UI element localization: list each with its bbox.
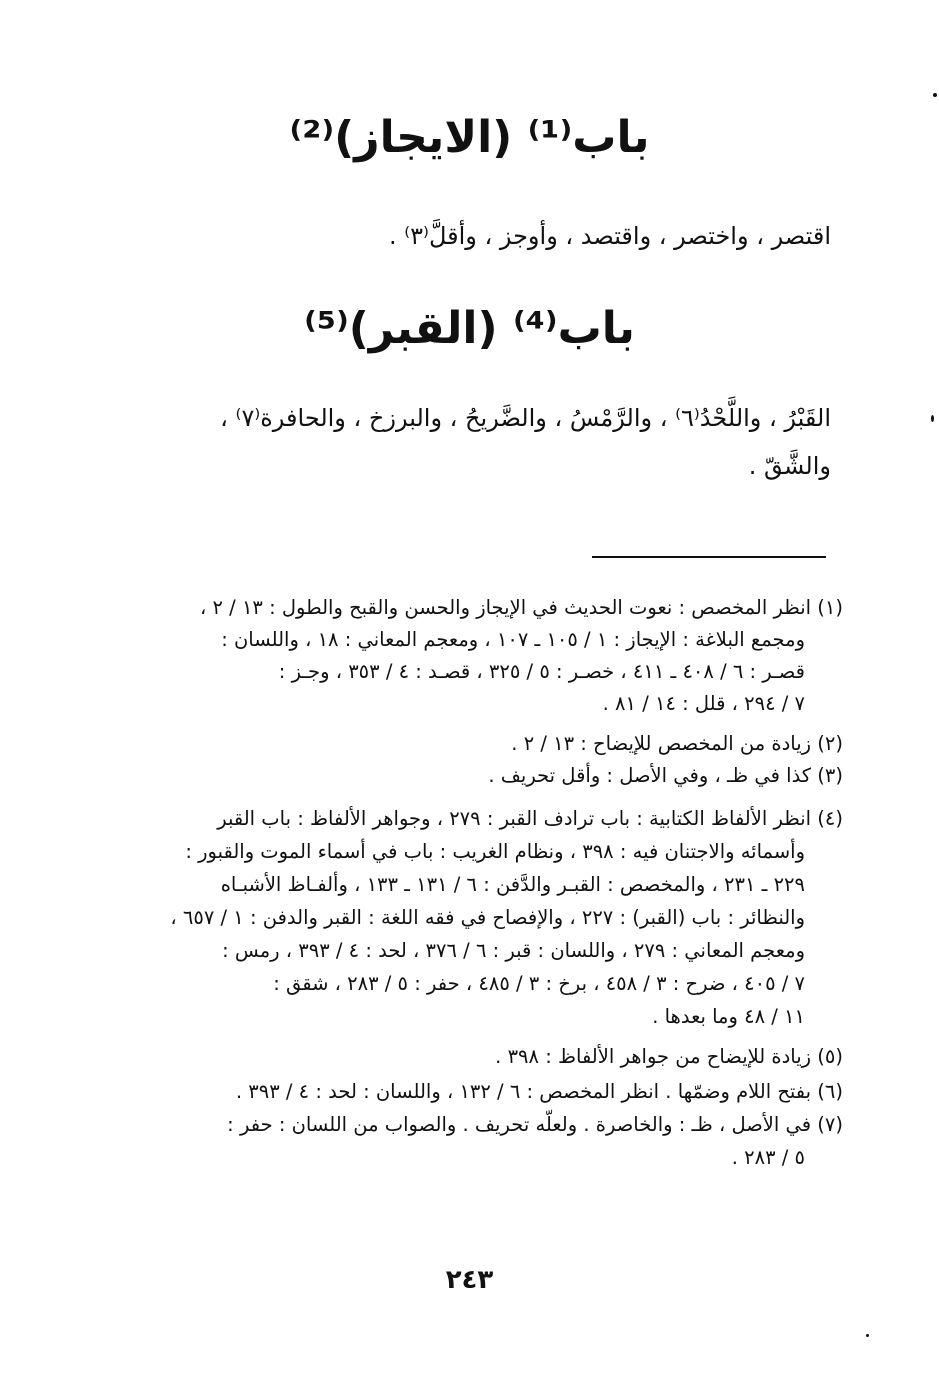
footnote-4-line-6: ٧ / ٤٠٥ ، ضرح : ٣ / ٤٥٨ ، برخ : ٣ / ٤٨٥ ، حفر : ٥ / ٢٨٣ ، شقق : — [273, 972, 805, 995]
footnote-2: (٢) زيادة من المخصص للإيضاح : ١٣ / ٢ . — [511, 732, 843, 755]
scan-speck — [933, 93, 937, 97]
page-number: ٢٤٣ — [445, 1265, 494, 1295]
footnote-4-line-5: ومعجم المعاني : ٢٧٩ ، واللسان : قبر : ٦ / ٣٧٦ ، لحد : ٤ / ٣٩٣ ، رمس : — [222, 939, 805, 962]
section-heading-ijaz: باب⁽¹⁾ (الايجاز)⁽²⁾ — [289, 112, 650, 163]
body-line-ijaz: اقتصر ، واختصر ، واقتصد ، وأوجز ، وأقلَّ⁽٣⁾ . — [389, 222, 831, 250]
footnote-7-line-1: (٧) في الأصل ، ظـ : والخاصرة . ولعلّه تحريف . والصواب من اللسان : حفر : — [227, 1113, 843, 1136]
footnote-5: (٥) زيادة للإيضاح من جواهر الألفاظ : ٣٩٨ . — [495, 1045, 843, 1068]
footnote-separator — [592, 556, 826, 558]
footnote-4-line-4: والنظائر : باب (القبر) : ٢٢٧ ، والإفصاح في فقه اللغة : القبر والدفن : ١ / ٦٥٧ ، — [170, 906, 805, 929]
footnote-1-line-3: قصـر : ٦ / ٤٠٨ ـ ٤١١ ، خصـر : ٥ / ٣٢٥ ، قصـد : ٤ / ٣٥٣ ، وجـز : — [278, 660, 805, 683]
scan-speck — [931, 415, 934, 422]
footnote-7-line-2: ٥ / ٢٨٣ . — [731, 1146, 805, 1169]
footnote-1-line-1: (١) انظر المخصص : نعوت الحديث في الإيجاز والحسن والقبح والطول : ١٣ / ٢ ، — [200, 596, 843, 619]
body-line-qabr-1: القَبْرُ ، واللَّحْدُ⁽٦⁾ ، والرَّمْسُ ، والضَّريحُ ، والبرزخ ، والحافرة⁽٧⁾ ، — [220, 404, 831, 432]
footnote-4-line-3: ٢٢٩ ـ ٢٣١ ، والمخصص : القبـر والدَّفن : ٦ / ١٣١ ـ ١٣٣ ، وألفـاظ الأشبـاه — [220, 873, 805, 896]
scan-speck — [866, 1334, 869, 1337]
footnote-3: (٣) كذا في ظـ ، وفي الأصل : وأقل تحريف . — [488, 764, 843, 787]
footnote-4-line-7: ١١ / ٤٨ وما بعدها . — [652, 1005, 805, 1028]
footnote-1-line-4: ٧ / ٢٩٤ ، قلل : ١٤ / ٨١ . — [602, 692, 805, 715]
footnote-6: (٦) بفتح اللام وضمّها . انظر المخصص : ٦ / ١٣٢ ، واللسان : لحد : ٤ / ٣٩٣ . — [235, 1080, 843, 1103]
footnote-4-line-2: وأسمائه والاجتنان فيه : ٣٩٨ ، ونظام الغريب : باب في أسماء الموت والقبور : — [185, 840, 805, 863]
section-heading-qabr: باب⁽⁴⁾ (القبر)⁽⁵⁾ — [304, 303, 635, 354]
footnote-1-line-2: ومجمع البلاغة : الإيجاز : ١ / ١٠٥ ـ ١٠٧ ، ومعجم المعاني : ١٨ ، واللسان : — [221, 628, 805, 651]
body-line-qabr-2: والشَّقّ . — [748, 452, 831, 480]
footnote-4-line-1: (٤) انظر الألفاظ الكتابية : باب ترادف القبر : ٢٧٩ ، وجواهر الألفاظ : باب القبر — [217, 807, 843, 830]
